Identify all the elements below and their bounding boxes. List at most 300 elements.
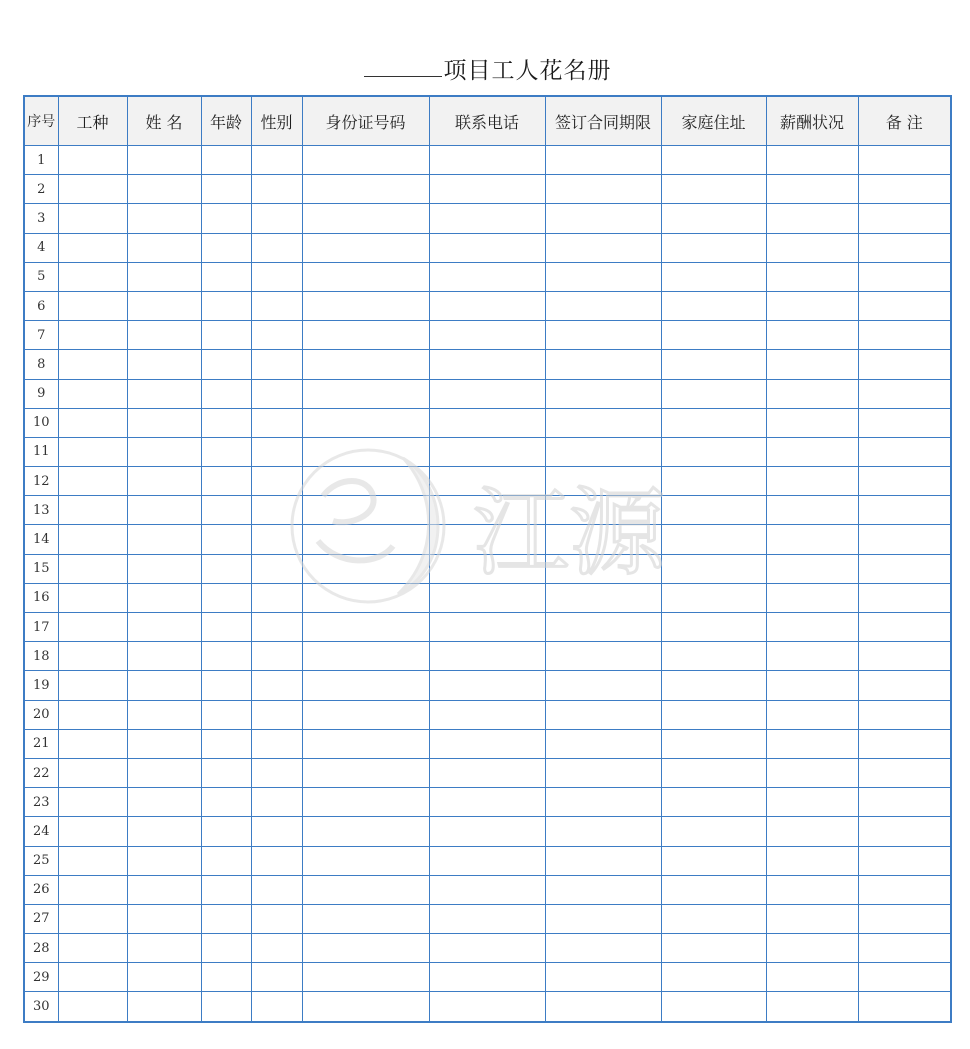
table-cell[interactable] [661, 788, 766, 817]
table-cell[interactable] [661, 875, 766, 904]
table-cell[interactable] [661, 613, 766, 642]
table-cell[interactable] [545, 408, 661, 437]
table-cell[interactable] [766, 525, 858, 554]
table-cell[interactable] [201, 291, 251, 320]
table-cell[interactable] [766, 350, 858, 379]
table-cell[interactable] [661, 729, 766, 758]
table-cell[interactable] [429, 554, 545, 583]
table-cell[interactable] [302, 729, 429, 758]
table-cell[interactable] [302, 583, 429, 612]
table-cell[interactable] [201, 437, 251, 466]
table-cell[interactable] [58, 992, 127, 1022]
table-cell[interactable] [201, 146, 251, 175]
table-cell[interactable] [545, 583, 661, 612]
table-cell[interactable] [766, 875, 858, 904]
table-cell[interactable] [766, 496, 858, 525]
table-cell[interactable] [858, 992, 951, 1022]
table-cell[interactable] [858, 233, 951, 262]
table-cell[interactable] [545, 525, 661, 554]
table-cell[interactable] [429, 583, 545, 612]
table-cell[interactable] [766, 817, 858, 846]
table-cell[interactable] [766, 291, 858, 320]
table-cell[interactable] [58, 963, 127, 992]
table-cell[interactable] [858, 379, 951, 408]
table-cell[interactable] [201, 934, 251, 963]
table-cell[interactable] [201, 758, 251, 787]
table-cell[interactable] [58, 846, 127, 875]
table-cell[interactable] [661, 321, 766, 350]
table-cell[interactable] [858, 554, 951, 583]
table-cell[interactable] [58, 875, 127, 904]
table-cell[interactable] [201, 729, 251, 758]
table-cell[interactable] [766, 671, 858, 700]
table-cell[interactable] [251, 758, 302, 787]
table-cell[interactable] [661, 204, 766, 233]
table-cell[interactable] [127, 846, 201, 875]
table-cell[interactable] [661, 700, 766, 729]
table-cell[interactable] [58, 262, 127, 291]
table-cell[interactable] [661, 642, 766, 671]
table-cell[interactable] [766, 437, 858, 466]
table-cell[interactable] [127, 146, 201, 175]
table-cell[interactable] [661, 467, 766, 496]
table-cell[interactable] [858, 729, 951, 758]
table-cell[interactable] [766, 233, 858, 262]
table-cell[interactable] [58, 642, 127, 671]
table-cell[interactable] [429, 817, 545, 846]
table-cell[interactable] [766, 204, 858, 233]
table-cell[interactable] [858, 204, 951, 233]
table-cell[interactable] [545, 904, 661, 933]
table-cell[interactable] [429, 350, 545, 379]
table-cell[interactable] [661, 963, 766, 992]
table-cell[interactable] [545, 496, 661, 525]
table-cell[interactable] [661, 496, 766, 525]
table-cell[interactable] [201, 321, 251, 350]
table-cell[interactable] [429, 613, 545, 642]
table-cell[interactable] [58, 291, 127, 320]
table-cell[interactable] [127, 671, 201, 700]
table-cell[interactable] [545, 817, 661, 846]
table-cell[interactable] [251, 321, 302, 350]
table-cell[interactable] [429, 175, 545, 204]
table-cell[interactable] [58, 350, 127, 379]
table-cell[interactable] [58, 554, 127, 583]
table-cell[interactable] [201, 671, 251, 700]
table-cell[interactable] [201, 204, 251, 233]
table-cell[interactable] [302, 613, 429, 642]
table-cell[interactable] [429, 262, 545, 291]
table-cell[interactable] [545, 613, 661, 642]
table-cell[interactable] [766, 379, 858, 408]
table-cell[interactable] [766, 642, 858, 671]
table-cell[interactable] [661, 233, 766, 262]
table-cell[interactable] [766, 934, 858, 963]
table-cell[interactable] [58, 583, 127, 612]
table-cell[interactable] [127, 291, 201, 320]
table-cell[interactable] [429, 934, 545, 963]
table-cell[interactable] [201, 992, 251, 1022]
table-cell[interactable] [201, 175, 251, 204]
table-cell[interactable] [201, 642, 251, 671]
table-cell[interactable] [127, 992, 201, 1022]
table-cell[interactable] [661, 583, 766, 612]
table-cell[interactable] [302, 408, 429, 437]
table-cell[interactable] [766, 467, 858, 496]
table-cell[interactable] [251, 204, 302, 233]
table-cell[interactable] [302, 934, 429, 963]
table-cell[interactable] [302, 758, 429, 787]
table-cell[interactable] [251, 437, 302, 466]
table-cell[interactable] [661, 175, 766, 204]
table-cell[interactable] [858, 583, 951, 612]
table-cell[interactable] [545, 204, 661, 233]
table-cell[interactable] [545, 934, 661, 963]
table-cell[interactable] [858, 788, 951, 817]
table-cell[interactable] [58, 467, 127, 496]
table-cell[interactable] [858, 758, 951, 787]
table-cell[interactable] [251, 175, 302, 204]
table-cell[interactable] [766, 321, 858, 350]
table-cell[interactable] [127, 583, 201, 612]
table-cell[interactable] [661, 379, 766, 408]
table-cell[interactable] [201, 554, 251, 583]
table-cell[interactable] [429, 379, 545, 408]
table-cell[interactable] [429, 992, 545, 1022]
table-cell[interactable] [302, 642, 429, 671]
table-cell[interactable] [58, 671, 127, 700]
table-cell[interactable] [251, 875, 302, 904]
table-cell[interactable] [251, 408, 302, 437]
table-cell[interactable] [251, 350, 302, 379]
table-cell[interactable] [251, 496, 302, 525]
table-cell[interactable] [127, 758, 201, 787]
table-cell[interactable] [766, 963, 858, 992]
table-cell[interactable] [127, 350, 201, 379]
table-cell[interactable] [545, 262, 661, 291]
table-cell[interactable] [251, 846, 302, 875]
table-cell[interactable] [251, 467, 302, 496]
table-cell[interactable] [766, 758, 858, 787]
table-cell[interactable] [58, 613, 127, 642]
table-cell[interactable] [302, 788, 429, 817]
table-cell[interactable] [858, 904, 951, 933]
table-cell[interactable] [302, 379, 429, 408]
table-cell[interactable] [766, 904, 858, 933]
table-cell[interactable] [858, 671, 951, 700]
table-cell[interactable] [766, 146, 858, 175]
table-cell[interactable] [545, 700, 661, 729]
table-cell[interactable] [251, 963, 302, 992]
table-cell[interactable] [302, 467, 429, 496]
table-cell[interactable] [858, 700, 951, 729]
table-cell[interactable] [429, 963, 545, 992]
table-cell[interactable] [858, 613, 951, 642]
table-cell[interactable] [766, 992, 858, 1022]
table-cell[interactable] [251, 613, 302, 642]
table-cell[interactable] [127, 262, 201, 291]
table-cell[interactable] [251, 788, 302, 817]
table-cell[interactable] [766, 583, 858, 612]
table-cell[interactable] [545, 146, 661, 175]
table-cell[interactable] [766, 788, 858, 817]
table-cell[interactable] [302, 321, 429, 350]
table-cell[interactable] [302, 846, 429, 875]
table-cell[interactable] [429, 700, 545, 729]
table-cell[interactable] [201, 379, 251, 408]
table-cell[interactable] [429, 321, 545, 350]
table-cell[interactable] [766, 613, 858, 642]
table-cell[interactable] [302, 146, 429, 175]
table-cell[interactable] [127, 379, 201, 408]
table-cell[interactable] [545, 875, 661, 904]
table-cell[interactable] [201, 233, 251, 262]
table-cell[interactable] [127, 642, 201, 671]
table-cell[interactable] [302, 525, 429, 554]
table-cell[interactable] [58, 758, 127, 787]
table-cell[interactable] [858, 642, 951, 671]
table-cell[interactable] [545, 671, 661, 700]
table-cell[interactable] [545, 963, 661, 992]
table-cell[interactable] [127, 904, 201, 933]
project-name-blank[interactable] [364, 52, 442, 77]
table-cell[interactable] [429, 642, 545, 671]
table-cell[interactable] [858, 291, 951, 320]
table-cell[interactable] [58, 788, 127, 817]
table-cell[interactable] [302, 554, 429, 583]
table-cell[interactable] [127, 817, 201, 846]
table-cell[interactable] [58, 700, 127, 729]
table-cell[interactable] [661, 934, 766, 963]
table-cell[interactable] [661, 262, 766, 291]
table-cell[interactable] [127, 321, 201, 350]
table-cell[interactable] [858, 934, 951, 963]
table-cell[interactable] [429, 846, 545, 875]
table-cell[interactable] [251, 379, 302, 408]
table-cell[interactable] [429, 788, 545, 817]
table-cell[interactable] [302, 437, 429, 466]
table-cell[interactable] [251, 904, 302, 933]
table-cell[interactable] [127, 467, 201, 496]
table-cell[interactable] [201, 817, 251, 846]
table-cell[interactable] [766, 554, 858, 583]
table-cell[interactable] [429, 467, 545, 496]
table-cell[interactable] [302, 875, 429, 904]
table-cell[interactable] [302, 204, 429, 233]
table-cell[interactable] [858, 321, 951, 350]
table-cell[interactable] [429, 408, 545, 437]
table-cell[interactable] [127, 437, 201, 466]
table-cell[interactable] [545, 729, 661, 758]
table-cell[interactable] [58, 408, 127, 437]
table-cell[interactable] [302, 262, 429, 291]
table-cell[interactable] [58, 934, 127, 963]
table-cell[interactable] [429, 233, 545, 262]
table-cell[interactable] [127, 963, 201, 992]
table-cell[interactable] [201, 467, 251, 496]
table-cell[interactable] [302, 671, 429, 700]
table-cell[interactable] [302, 233, 429, 262]
table-cell[interactable] [858, 262, 951, 291]
table-cell[interactable] [858, 525, 951, 554]
table-cell[interactable] [302, 350, 429, 379]
table-cell[interactable] [127, 788, 201, 817]
table-cell[interactable] [251, 554, 302, 583]
table-cell[interactable] [429, 437, 545, 466]
table-cell[interactable] [545, 467, 661, 496]
table-cell[interactable] [545, 291, 661, 320]
table-cell[interactable] [201, 350, 251, 379]
table-cell[interactable] [201, 904, 251, 933]
table-cell[interactable] [251, 146, 302, 175]
table-cell[interactable] [201, 496, 251, 525]
table-cell[interactable] [58, 525, 127, 554]
table-cell[interactable] [858, 963, 951, 992]
table-cell[interactable] [302, 175, 429, 204]
table-cell[interactable] [302, 963, 429, 992]
table-cell[interactable] [58, 729, 127, 758]
table-cell[interactable] [302, 817, 429, 846]
table-cell[interactable] [251, 233, 302, 262]
table-cell[interactable] [766, 729, 858, 758]
table-cell[interactable] [201, 408, 251, 437]
table-cell[interactable] [545, 992, 661, 1022]
table-cell[interactable] [545, 233, 661, 262]
table-cell[interactable] [661, 291, 766, 320]
table-cell[interactable] [127, 408, 201, 437]
table-cell[interactable] [201, 846, 251, 875]
table-cell[interactable] [661, 554, 766, 583]
table-cell[interactable] [858, 146, 951, 175]
table-cell[interactable] [201, 700, 251, 729]
table-cell[interactable] [661, 992, 766, 1022]
table-cell[interactable] [58, 437, 127, 466]
table-cell[interactable] [58, 175, 127, 204]
table-cell[interactable] [58, 904, 127, 933]
table-cell[interactable] [661, 408, 766, 437]
table-cell[interactable] [251, 700, 302, 729]
table-cell[interactable] [251, 262, 302, 291]
table-cell[interactable] [127, 729, 201, 758]
table-cell[interactable] [661, 671, 766, 700]
table-cell[interactable] [201, 788, 251, 817]
table-cell[interactable] [429, 496, 545, 525]
table-cell[interactable] [545, 554, 661, 583]
table-cell[interactable] [302, 291, 429, 320]
table-cell[interactable] [545, 175, 661, 204]
table-cell[interactable] [766, 262, 858, 291]
table-cell[interactable] [661, 758, 766, 787]
table-cell[interactable] [302, 700, 429, 729]
table-cell[interactable] [302, 992, 429, 1022]
table-cell[interactable] [251, 934, 302, 963]
table-cell[interactable] [58, 321, 127, 350]
table-cell[interactable] [127, 554, 201, 583]
table-cell[interactable] [429, 758, 545, 787]
table-cell[interactable] [201, 583, 251, 612]
table-cell[interactable] [251, 992, 302, 1022]
table-cell[interactable] [858, 175, 951, 204]
table-cell[interactable] [545, 379, 661, 408]
table-cell[interactable] [251, 583, 302, 612]
table-cell[interactable] [251, 291, 302, 320]
table-cell[interactable] [858, 846, 951, 875]
table-cell[interactable] [201, 262, 251, 291]
table-cell[interactable] [127, 496, 201, 525]
table-cell[interactable] [251, 817, 302, 846]
table-cell[interactable] [127, 525, 201, 554]
table-cell[interactable] [545, 321, 661, 350]
table-cell[interactable] [127, 233, 201, 262]
table-cell[interactable] [251, 729, 302, 758]
table-cell[interactable] [201, 525, 251, 554]
table-cell[interactable] [858, 350, 951, 379]
table-cell[interactable] [661, 846, 766, 875]
table-cell[interactable] [429, 291, 545, 320]
table-cell[interactable] [302, 496, 429, 525]
table-cell[interactable] [429, 525, 545, 554]
table-cell[interactable] [858, 496, 951, 525]
table-cell[interactable] [545, 846, 661, 875]
table-cell[interactable] [661, 904, 766, 933]
table-cell[interactable] [58, 146, 127, 175]
table-cell[interactable] [661, 817, 766, 846]
table-cell[interactable] [766, 846, 858, 875]
table-cell[interactable] [429, 671, 545, 700]
table-cell[interactable] [429, 875, 545, 904]
table-cell[interactable] [127, 875, 201, 904]
table-cell[interactable] [661, 437, 766, 466]
table-cell[interactable] [661, 350, 766, 379]
table-cell[interactable] [858, 437, 951, 466]
table-cell[interactable] [58, 204, 127, 233]
table-cell[interactable] [429, 729, 545, 758]
table-cell[interactable] [545, 788, 661, 817]
table-cell[interactable] [858, 467, 951, 496]
table-cell[interactable] [201, 613, 251, 642]
table-cell[interactable] [201, 963, 251, 992]
table-cell[interactable] [858, 817, 951, 846]
table-cell[interactable] [766, 175, 858, 204]
table-cell[interactable] [545, 437, 661, 466]
table-cell[interactable] [127, 700, 201, 729]
table-cell[interactable] [58, 496, 127, 525]
table-cell[interactable] [58, 233, 127, 262]
table-cell[interactable] [251, 525, 302, 554]
table-cell[interactable] [766, 700, 858, 729]
table-cell[interactable] [858, 408, 951, 437]
table-cell[interactable] [545, 758, 661, 787]
table-cell[interactable] [251, 671, 302, 700]
table-cell[interactable] [858, 875, 951, 904]
table-cell[interactable] [545, 350, 661, 379]
table-cell[interactable] [58, 379, 127, 408]
table-cell[interactable] [127, 175, 201, 204]
table-cell[interactable] [127, 934, 201, 963]
table-cell[interactable] [545, 642, 661, 671]
table-cell[interactable] [201, 875, 251, 904]
table-cell[interactable] [302, 904, 429, 933]
table-cell[interactable] [766, 408, 858, 437]
table-cell[interactable] [127, 204, 201, 233]
table-cell[interactable] [429, 146, 545, 175]
table-cell[interactable] [429, 904, 545, 933]
table-cell[interactable] [127, 613, 201, 642]
table-cell[interactable] [251, 642, 302, 671]
table-cell[interactable] [429, 204, 545, 233]
table-cell[interactable] [661, 525, 766, 554]
table-cell[interactable] [58, 817, 127, 846]
